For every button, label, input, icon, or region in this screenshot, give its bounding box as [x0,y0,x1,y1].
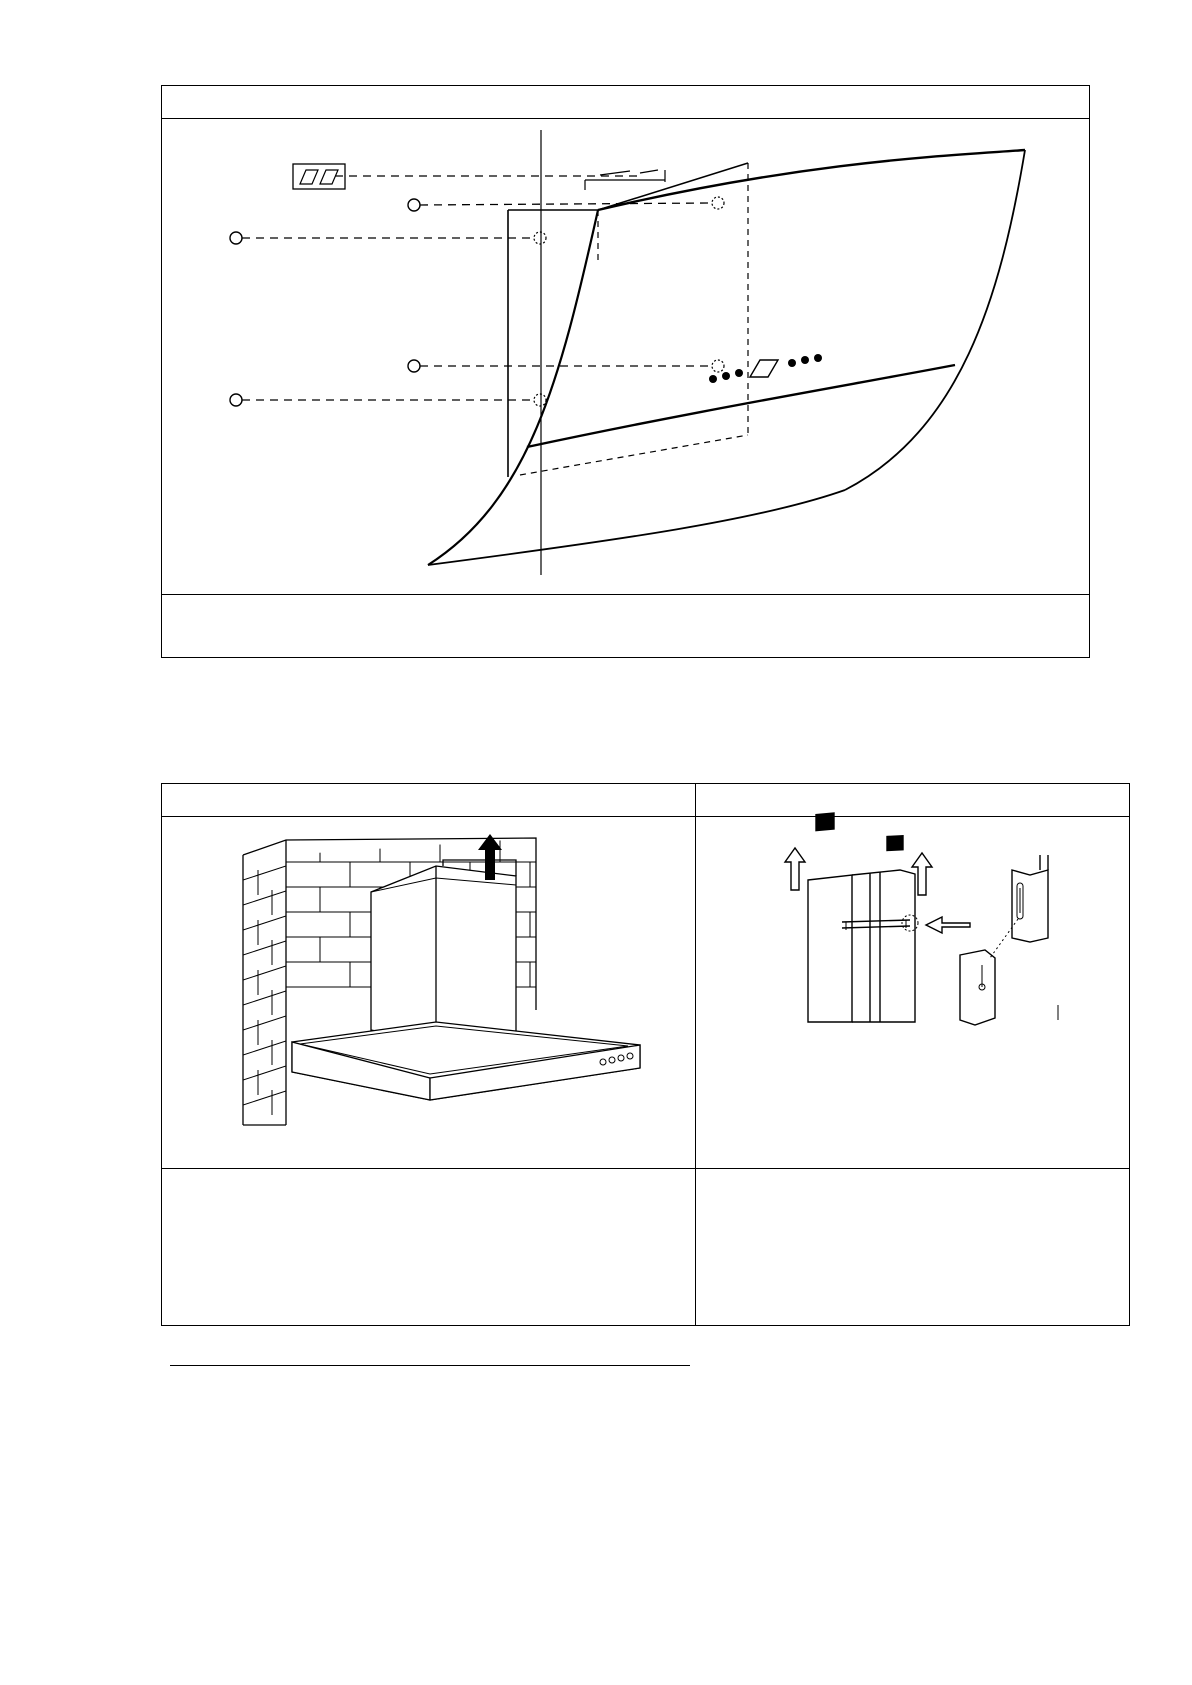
figure1-header-divider [162,118,1089,119]
figure2-caption-divider [162,1168,1129,1169]
figure1-table [161,85,1090,658]
figure2-header-divider [162,816,1129,817]
figure1-caption-divider [162,594,1089,595]
footer-underline [170,1365,690,1366]
figure2-table [161,783,1130,1326]
figure2-column-divider [695,784,696,1325]
